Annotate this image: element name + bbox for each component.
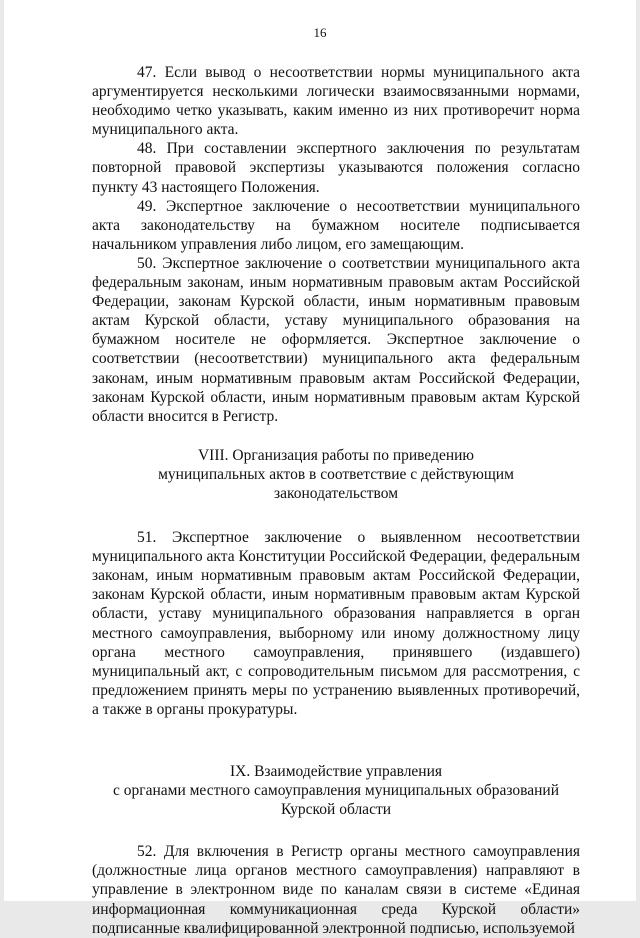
paragraph-50: 50. Экспертное заключение о соответствии муниципального акта федеральным законам, иным нормативным правовым актам Российской Федерации, законам Курской области, иным нормативным правовым актам Курской области, уставу муниципального образования на бумажном носителе не оформляется. Экспертное заключение о соответствии (несоответствии) муниципального акта федеральным законам, иным нормативным правовым актам Российской Федерации, законам Курской области, иным нормативным правовым актам Курской области вносится в Регистр. [92, 254, 580, 425]
paragraph-52: 52. Для включения в Регистр органы местного самоуправления (должностные лица органов местного самоуправления) направляют в управление в электронном виде по каналам связи в системе «Единая информационная коммуникационная среда Курской области» подписанные квалифицированной электронной подписью, используемой [92, 843, 580, 937]
paragraph-49: 49. Экспертное заключение о несоответствии муниципального акта законодательству на бумажном носителе подписывается начальником управления либо лицом, его замещающим. [92, 197, 580, 253]
document-page [4, 0, 636, 937]
paragraph-51: 51. Экспертное заключение о выявленном несоответствии муниципального акта Конституции Российской Федерации, федеральным законам, иным нормативным правовым актам Российской Федерации, законам Курской области, иным нормативным правовым актам Курской области, уставу муниципального образования направляется в орган местного самоуправления, выборному или иному должностному лицу органа местного самоуправления, принявшего (издавшего) муниципальный акт, с сопроводительным письмом для рассмотрения, с предложением принять меры по устранению выявленных противоречий, а также в органы прокуратуры. [92, 529, 580, 718]
section-heading-ix-line1: IX. Взаимодействие управления [229, 763, 443, 780]
paragraph-48: 48. При составлении экспертного заключения по результатам повторной правовой экспертизы указываются положения согласно пункту 43 настоящего Положения. [92, 140, 580, 196]
section-heading-viii-line1: VIII. Организация работы по приведению [197, 446, 475, 464]
section-heading-ix-line2: с органами местного самоуправления муниципальных образований [112, 782, 560, 800]
document-body [92, 63, 580, 938]
section-heading-viii-line2: муниципальных актов в соответствие с действующим [158, 465, 514, 483]
section-heading-ix-line3: Курской области [280, 801, 392, 819]
section-heading-viii-line3: законодательством [273, 484, 399, 502]
section-heading-viii [92, 446, 580, 503]
page-number: 16 [313, 25, 327, 40]
paragraph-47: 47. Если вывод о несоответствии нормы муниципального акта аргументируется несколькими логически взаимосвязанными нормами, необходимо четко указывать, каким именно из них противоречит норма муниципального акта. [92, 64, 580, 139]
section-heading-ix [92, 762, 580, 819]
